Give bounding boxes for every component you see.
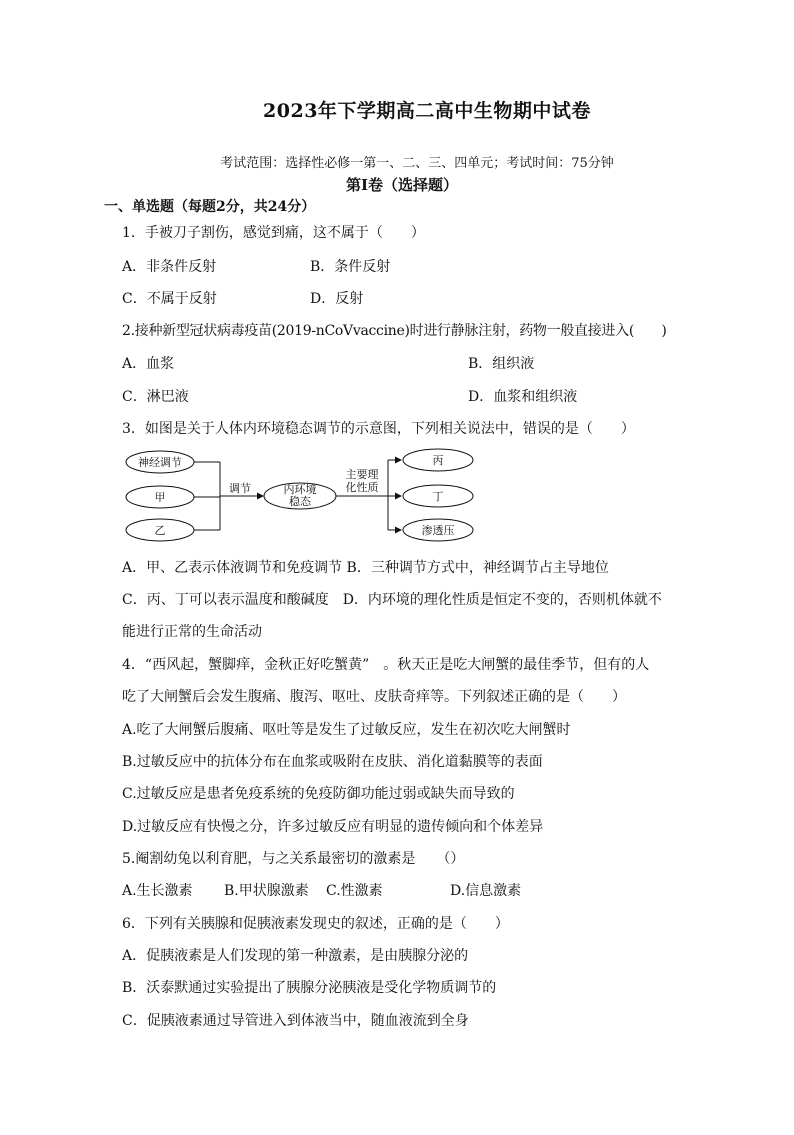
q6-stem: 6．下列有关胰腺和促胰液素发现史的叙述，正确的是（ ）: [122, 916, 509, 932]
q1-option-c: C．不属于反射: [122, 291, 217, 307]
q4-option-b: B.过敏反应中的抗体分布在血浆或吸附在皮肤、消化道黏膜等的表面: [122, 754, 543, 770]
q3-options-cd-line2: 能进行正常的生命活动: [122, 624, 262, 640]
node-center-line1: 内环境: [283, 483, 317, 496]
q4-stem-line2: 吃了大闸蟹后会发生腹痛、腹泻、呕吐、皮肤奇痒等。下列叙述正确的是（ ）: [122, 689, 626, 705]
q4-stem-line1: 4．“西风起，蟹脚痒，金秋正好吃蟹黄” 。秋天正是吃大闸蟹的最佳季节，但有的人: [122, 657, 650, 673]
q5-option-a: A.生长激素: [122, 883, 193, 899]
q3-options-cd-line1: C．丙、丁可以表示温度和酸碱度 D．内环境的理化性质是恒定不变的，否则机体就不: [122, 592, 662, 608]
q4-option-d: D.过敏反应有快慢之分，许多过敏反应有明显的遗传倾向和个体差异: [122, 819, 544, 835]
q5-option-b: B.甲状腺激素: [224, 883, 309, 899]
q5-option-d: D.信息激素: [450, 883, 522, 899]
node-jia-text: 甲: [154, 491, 166, 504]
section-heading: 一、单选题（每题2分，共24分）: [104, 199, 316, 215]
q1-option-b: B．条件反射: [310, 259, 391, 275]
node-bing-text: 丙: [432, 454, 444, 467]
q1-option-d: D．反射: [310, 291, 364, 307]
q2-option-b: B．组织液: [468, 356, 535, 372]
q4-option-a: A.吃了大闸蟹后腹痛、呕吐等是发生了过敏反应，发生在初次吃大闸蟹时: [122, 722, 571, 738]
node-neural-text: 神经调节: [138, 456, 182, 469]
regulation-diagram: [122, 446, 492, 546]
node-center-line2: 稳态: [289, 495, 311, 508]
q2-option-d: D．血浆和组织液: [468, 389, 578, 405]
label-main-line1: 主要理: [345, 468, 379, 481]
q6-option-c: C．促胰液素通过导管进入到体液当中，随血液流到全身: [122, 1013, 469, 1029]
node-osmotic-text: 渗透压: [421, 524, 455, 537]
q1-option-a: A．非条件反射: [122, 259, 217, 275]
q2-option-c: C．淋巴液: [122, 389, 189, 405]
node-ding-text: 丁: [432, 490, 444, 503]
q2-stem: 2.接种新型冠状病毒疫苗(2019-nCoVvaccine)时进行静脉注射，药物一般直接进入( ): [122, 323, 667, 339]
volume-heading: 第I卷（选择题）: [345, 176, 459, 194]
q5-option-c: C.性激素: [326, 883, 383, 899]
page-title: 2023年下学期高二高中生物期中试卷: [263, 100, 591, 122]
q5-stem: 5.阉割幼兔以利育肥，与之关系最密切的激素是 （）: [122, 851, 465, 867]
q1-stem: 1．手被刀子割伤，感觉到痛，这不属于（ ）: [122, 225, 425, 241]
q6-option-a: A．促胰液素是人们发现的第一种激素，是由胰腺分泌的: [122, 948, 469, 964]
label-main-line2: 化性质: [345, 481, 379, 494]
label-regulate: 调节: [229, 482, 251, 495]
exam-scope: 考试范围：选择性必修一第一、二、三、四单元；考试时间：75分钟: [220, 156, 614, 171]
q6-option-b: B．沃泰默通过实验提出了胰腺分泌胰液是受化学物质调节的: [122, 980, 497, 996]
q4-option-c: C.过敏反应是患者免疫系统的免疫防御功能过弱或缺失而导致的: [122, 786, 515, 802]
q3-stem: 3．如图是关于人体内环境稳态调节的示意图，下列相关说法中，错误的是（ ）: [122, 421, 635, 437]
q2-option-a: A．血浆: [122, 356, 175, 372]
q3-options-ab: A．甲、乙表示体液调节和免疫调节 B．三种调节方式中，神经调节占主导地位: [122, 560, 609, 576]
node-yi-text: 乙: [154, 524, 166, 537]
